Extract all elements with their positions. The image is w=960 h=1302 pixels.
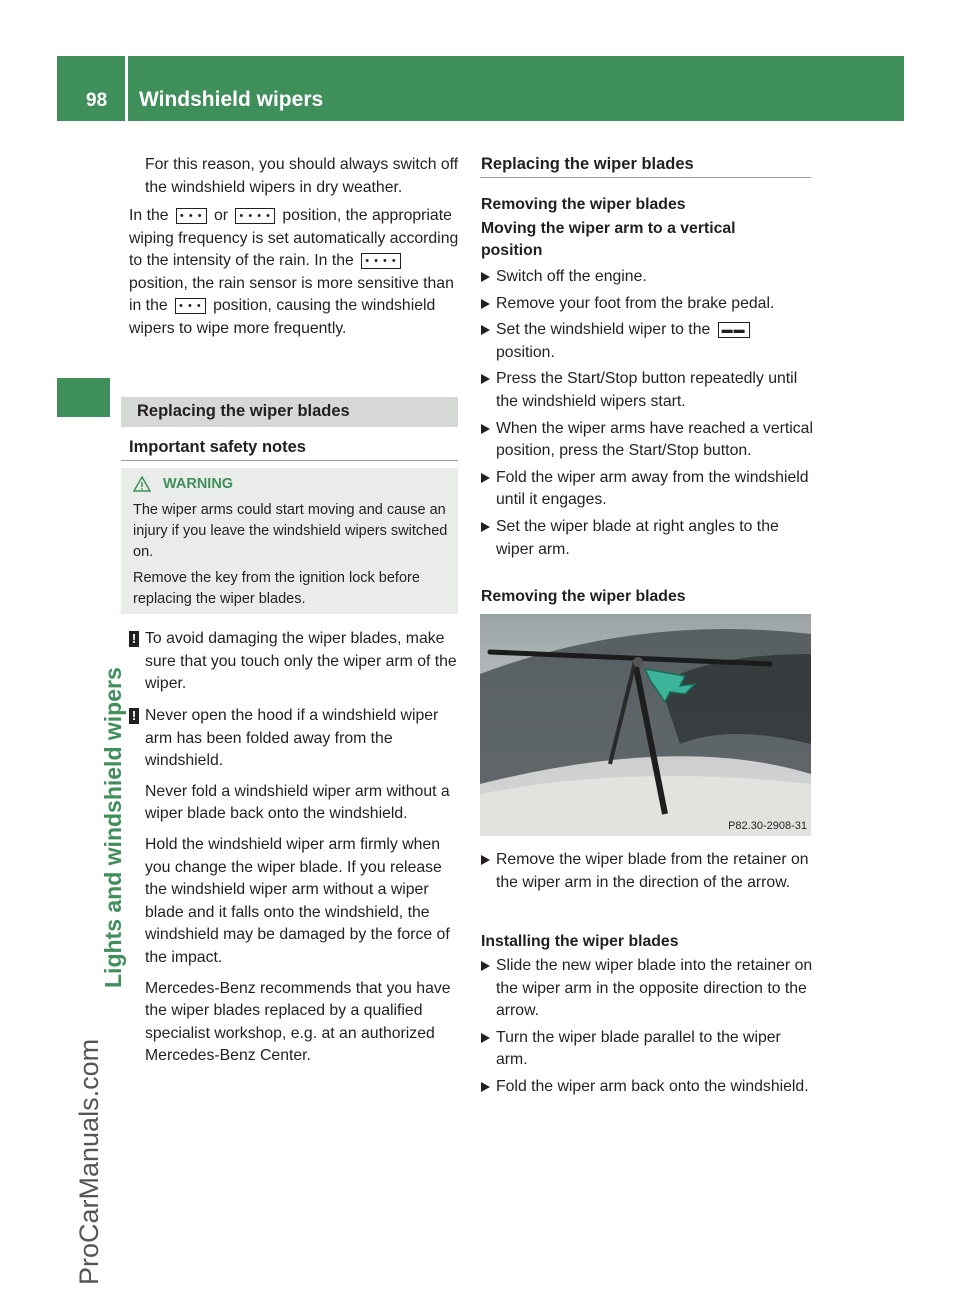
warning-text-1: The wiper arms could start moving and cause an injury if you leave the windshield wipers switched on. [133, 502, 448, 560]
list-item: Switch off the engine. [481, 266, 813, 289]
right-heading: Replacing the wiper blades [481, 155, 694, 173]
warning-box [121, 468, 458, 614]
intro-paragraph-1: For this reason, you should always switch off the windshield wipers in dry weather. [145, 156, 459, 196]
warning-triangle-icon [133, 476, 151, 492]
list-item: When the wiper arms have reached a vertical position, press the Start/Stop button. [481, 418, 813, 463]
rain-sensor-4dots-icon: • • • • [235, 208, 275, 224]
list-item: Set the wiper blade at right angles to the wiper arm. [481, 516, 813, 561]
list-item: Fold the wiper arm away from the windshield until it engages. [481, 467, 813, 512]
header-divider [125, 56, 128, 121]
important-safety-notes-heading: Important safety notes [129, 438, 306, 456]
section-heading: Replacing the wiper blades [137, 402, 350, 420]
list-item: Turn the wiper blade parallel to the wiper arm. [481, 1027, 813, 1072]
list-item: Remove your foot from the brake pedal. [481, 293, 813, 316]
page-title: Windshield wipers [139, 88, 324, 111]
note-1: ! To avoid damaging the wiper blades, make sure that you touch only the wiper arm of the wiper. [129, 628, 460, 651]
warning-text-2: Remove the key from the ignition lock before replacing the wiper blades. [133, 570, 420, 607]
wiper-photo [480, 614, 811, 836]
list-item: Remove the wiper blade from the retainer on the wiper arm in the direction of the arrow. [481, 849, 813, 894]
list-item: Slide the new wiper blade into the retainer on the wiper arm in the opposite direction to the arrow. [481, 955, 813, 1023]
divider [480, 177, 811, 178]
photo-code: P82.30-2908-31 [728, 820, 807, 832]
section-heading-bar [121, 397, 458, 427]
rain-sensor-3dots-icon: • • • [175, 298, 206, 314]
steps-list-a [481, 266, 813, 565]
exclamation-icon: ! [129, 631, 139, 647]
rain-sensor-4dots-icon: • • • • [361, 253, 401, 269]
page-number: 98 [86, 90, 108, 111]
step-remove [481, 849, 813, 898]
list-item: Set the windshield wiper to the ▬▬ position. [481, 319, 813, 364]
installing-heading: Installing the wiper blades [481, 933, 679, 950]
removing-heading-2: Removing the wiper blades [481, 588, 686, 605]
rain-sensor-3dots-icon: • • • [176, 208, 207, 224]
list-item: Press the Start/Stop button repeatedly until the windshield wipers start. [481, 368, 813, 413]
intro-paragraph-2: In the • • • or • • • • position, the appropriate wiping frequency is set automatically according to the intensity of the rain. In the • • • • position, the rain sensor is more sensitive than in the • • • position, causing the windshield wipers to wipe more frequently. [129, 207, 459, 337]
note-2: ! Never open the hood if a windshield wiper arm has been folded away from the windshield. Never fold a windshield wiper arm without a wiper blade back onto the windshield. Hold the windshield wiper arm firmly when you change the wiper blade. If you release the windshield wiper arm without a wiper blade and it falls onto the windshield, the windshield may be damaged by the force of the impact. Mercedes-Benz recommends that you have the wiper blades replaced by a qualified specialist workshop, e.g. at an authorized Mercedes-Benz Center. [129, 705, 460, 728]
moving-heading: Moving the wiper arm to a vertical position [481, 220, 736, 259]
exclamation-icon: ! [129, 708, 139, 724]
side-tab [57, 378, 110, 417]
wiper-off-icon: ▬▬ [718, 322, 750, 338]
warning-label: WARNING [163, 476, 234, 492]
side-tab-label: Lights and windshield wipers [100, 667, 126, 988]
removing-heading: Removing the wiper blades [481, 196, 686, 213]
list-item: Fold the wiper arm back onto the windshield. [481, 1076, 813, 1099]
steps-list-install [481, 955, 813, 1103]
divider [121, 460, 458, 461]
